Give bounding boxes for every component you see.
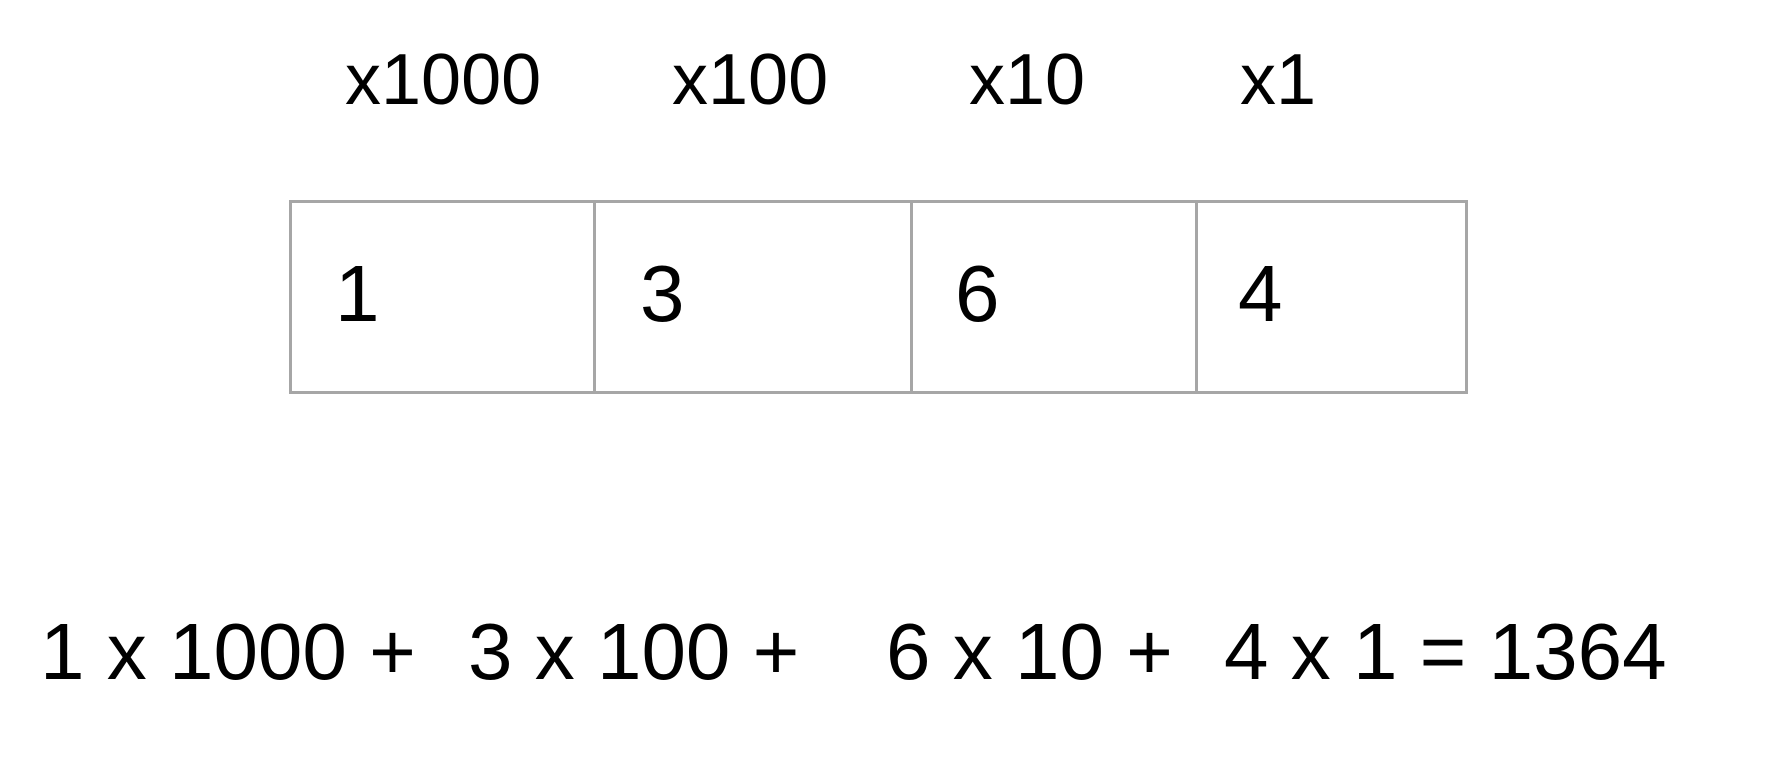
cell-divider (910, 203, 913, 391)
equation-term: 1 x 1000 + (40, 607, 416, 696)
digit-ones: 4 (1238, 249, 1283, 338)
place-label-hundreds: x100 (672, 40, 829, 120)
equation-term: 3 x 100 + (468, 607, 800, 696)
cell-divider (593, 203, 596, 391)
place-label-tens: x10 (969, 40, 1086, 120)
equation-term: 6 x 10 + (886, 607, 1173, 696)
place-label-ones: x1 (1240, 40, 1317, 120)
place-value-grid (289, 200, 1468, 394)
cell-divider (1195, 203, 1198, 391)
place-label-thousands: x1000 (345, 40, 542, 120)
digit-thousands: 1 (335, 249, 380, 338)
digit-tens: 6 (955, 249, 1000, 338)
equation-term: 4 x 1 = 1364 (1224, 607, 1667, 696)
digit-hundreds: 3 (640, 249, 685, 338)
